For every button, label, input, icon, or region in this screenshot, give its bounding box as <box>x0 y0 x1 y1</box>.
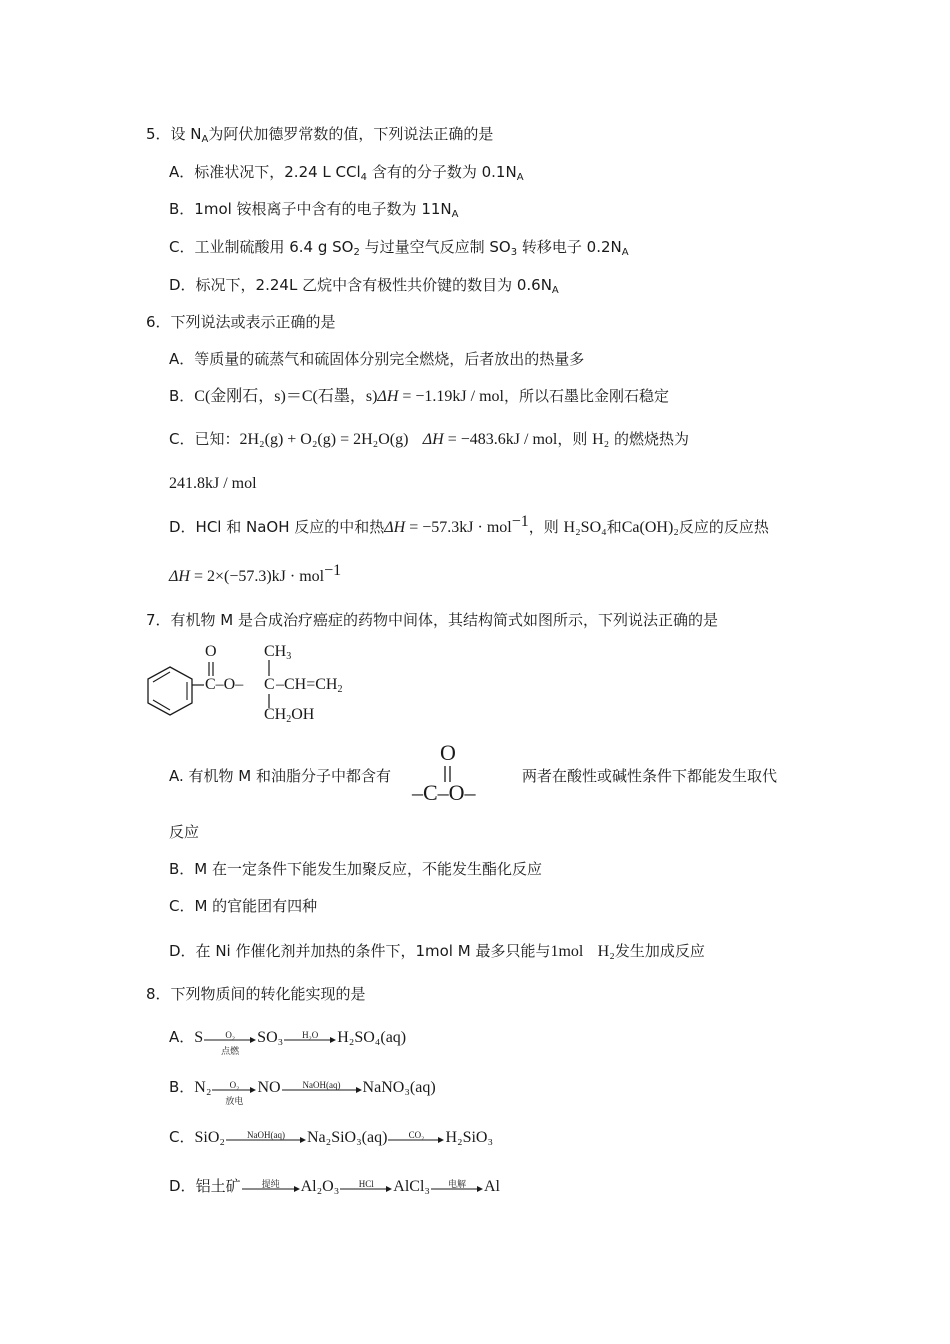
q5-option-a: A．标准状况下，2.24 L CCl$_4$ 含有的分子数为 $0.1N_A$ <box>169 163 524 183</box>
ester-link: C–O– <box>205 676 244 693</box>
ester-group <box>412 740 522 810</box>
q7-option-b: B．M 在一定条件下能发生加聚反应，不能发生酯化反应 <box>169 860 543 878</box>
vinyl-group: $-CH=CH_2$ <box>276 676 343 695</box>
q8-option-a: A．S O₂ 点燃 SO₃ H₂O H₂SO₄(aq) <box>169 1028 407 1057</box>
q7-stem: 7．有机物 M 是合成治疗癌症的药物中间体，其结构简式如图所示，下列说法正确的是 <box>146 611 719 629</box>
q8-option-d: D．铝土矿 提纯 Al₂O₃ HCl AlCl₃ 电解 Al <box>169 1177 500 1195</box>
q6-option-c: C．已知：2H₂(g) + O₂(g) = 2H₂O(g) ΔH = −483.6kJ / mol，则 H₂ 的燃烧热为 <box>169 430 690 448</box>
q8-stem: 8．下列物质间的转化能实现的是 <box>146 985 366 1003</box>
q5-option-d: D．标况下，2.24L 乙烷中含有极性共价键的数目为 $0.6N_A$ <box>169 276 559 296</box>
q7-option-d: D．在 Ni 作催化剂并加热的条件下，1mol M 最多只能与1mol H₂发生加成反应 <box>169 942 705 960</box>
arrow-icon: O₂ 点燃 <box>204 1029 256 1047</box>
arrow-icon: O₂ 放电 <box>212 1079 256 1097</box>
arrow-icon: NaOH(aq) <box>282 1079 362 1097</box>
arrow-icon: CO₂ <box>388 1129 444 1147</box>
methyl-group: $CH_3$ <box>264 643 292 662</box>
q5-option-c: C．工业制硫酸用 6.4 g $SO_2$ 与过量空气反应制 $SO_3$ 转移电子 $0.2N_A$ <box>169 238 629 258</box>
q8-option-b: B．N₂ O₂ 放电 NO NaOH(aq) NaNO₃(aq) <box>169 1078 436 1107</box>
q7-option-a-tail: 两者在酸性或碱性条件下都能发生取代 <box>522 767 778 785</box>
quaternary-carbon: C <box>264 676 275 693</box>
arrow-icon: 提纯 <box>242 1178 300 1196</box>
q6-option-d: D．HCl 和 NaOH 反应的中和热ΔH = −57.3kJ · mol$^{-1}$，则 H₂SO₄和Ca(OH)₂反应的反应热 <box>169 513 769 536</box>
q6-option-a: A．等质量的硫蒸气和硫固体分别完全燃烧，后者放出的热量多 <box>169 350 585 368</box>
structure-of-m <box>140 640 380 735</box>
q6-option-b: B．C(金刚石，s)＝C(石墨，s)ΔH = −1.19kJ / mol，所以石墨比金刚石稳定 <box>169 387 669 405</box>
ester-oxygen: O <box>440 740 456 765</box>
ester-chain: –C–O– <box>412 780 476 805</box>
benzene-ring-icon <box>140 640 380 735</box>
q6-stem: 6．下列说法或表示正确的是 <box>146 313 336 331</box>
q8-option-c: C．SiO₂ NaOH(aq) Na₂SiO₃(aq) CO₂ H₂SiO₃ <box>169 1128 494 1146</box>
q7-option-a-line2: 反应 <box>169 823 200 841</box>
q7-option-a: A. 有机物 M 和油脂分子中都含有 <box>169 767 392 785</box>
q6-option-d-line2: ΔH = 2×(−57.3)kJ · mol$^{-1}$ <box>169 562 342 585</box>
arrow-icon: NaOH(aq) <box>226 1129 306 1147</box>
arrow-icon: H₂O <box>284 1029 336 1047</box>
q5-stem: 5．设 $N_A$为阿伏加德罗常数的值，下列说法正确的是 <box>146 125 494 145</box>
q6-option-c-line2: 241.8kJ / mol <box>169 475 257 492</box>
arrow-icon: HCl <box>340 1178 392 1196</box>
carbonyl-oxygen: O <box>205 643 217 660</box>
arrow-icon: 电解 <box>431 1178 483 1196</box>
q5-option-b: B．1mol 铵根离子中含有的电子数为 $11N_A$ <box>169 200 459 220</box>
q7-option-c: C．M 的官能团有四种 <box>169 897 318 915</box>
hydroxymethyl-group: $CH_2OH$ <box>264 706 315 725</box>
